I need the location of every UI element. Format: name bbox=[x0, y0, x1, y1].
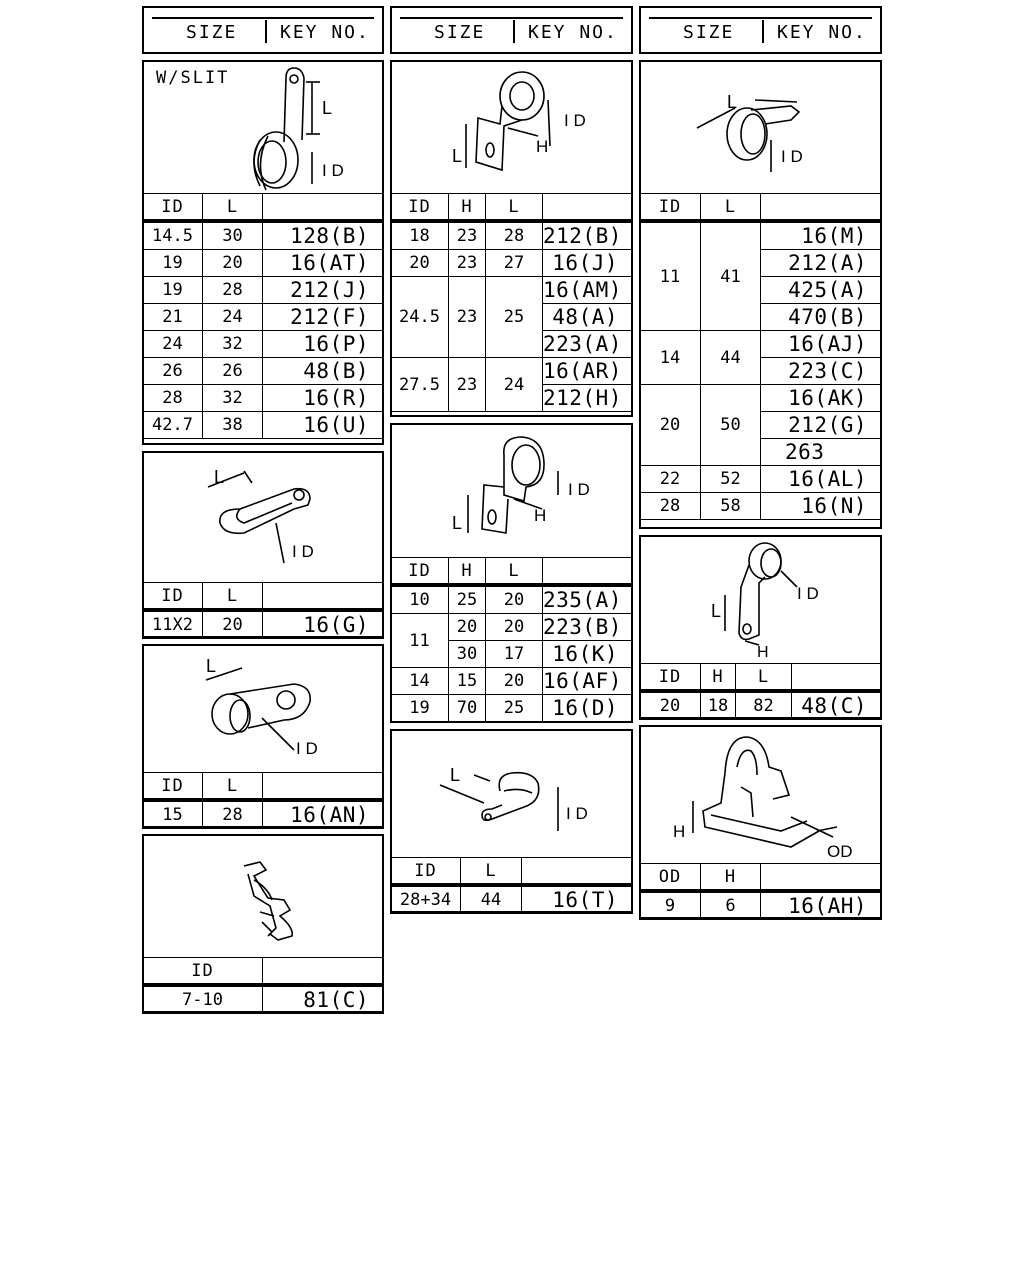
cell-key: 48(C) bbox=[792, 691, 882, 720]
cell-key: 48(B) bbox=[263, 358, 384, 385]
cell-l: 20 bbox=[203, 250, 263, 277]
col-key bbox=[263, 194, 384, 222]
col-l: L bbox=[203, 583, 263, 611]
cell-h: 30 bbox=[449, 641, 486, 668]
clamp-band-diagram bbox=[641, 62, 884, 194]
cell-id: 19 bbox=[143, 277, 203, 304]
dim-L-label: L bbox=[450, 765, 461, 785]
cell-id: 28 bbox=[640, 493, 701, 520]
col-id: ID bbox=[143, 194, 203, 222]
table-row bbox=[391, 668, 633, 695]
col-key bbox=[263, 958, 384, 986]
cell-id: 10 bbox=[391, 585, 449, 614]
clamp-block-long-arm bbox=[639, 535, 882, 719]
cell-l: 20 bbox=[203, 610, 263, 639]
table-row bbox=[640, 493, 882, 520]
cell-key: 16(D) bbox=[543, 695, 633, 722]
cell-key: 16(AT) bbox=[263, 250, 384, 277]
clamp-block-flat bbox=[142, 451, 384, 638]
col-l: L bbox=[203, 194, 263, 222]
size-keyno-header-3 bbox=[639, 6, 882, 54]
cell-l: 25 bbox=[486, 695, 543, 722]
cell-l: 28 bbox=[203, 277, 263, 304]
col-key bbox=[761, 864, 882, 892]
dim-L-label: L bbox=[452, 146, 463, 166]
table-row bbox=[391, 221, 633, 250]
cell-id: 26 bbox=[143, 358, 203, 385]
col-key bbox=[792, 664, 882, 692]
cell-key: 16(R) bbox=[263, 385, 384, 412]
cell-id: 28+34 bbox=[391, 885, 461, 914]
clamp-wslit-diagram bbox=[144, 62, 386, 194]
table-row bbox=[391, 614, 633, 641]
col-l: L bbox=[486, 558, 543, 586]
cell-key: 16(J) bbox=[543, 250, 633, 277]
cell-key: 223(C) bbox=[761, 358, 882, 385]
col-h: H bbox=[701, 864, 761, 892]
cell-key: 16(K) bbox=[543, 641, 633, 668]
cell-key: 16(AR) bbox=[543, 358, 633, 385]
dim-L-label: L bbox=[452, 513, 463, 533]
col-l: L bbox=[203, 773, 263, 801]
dim-ID-label: I D bbox=[564, 111, 586, 130]
cell-id: 11 bbox=[391, 614, 449, 668]
table-row bbox=[143, 358, 384, 385]
cell-id: 19 bbox=[143, 250, 203, 277]
cell-l: 32 bbox=[203, 331, 263, 358]
cell-id: 11X2 bbox=[143, 610, 203, 639]
cell-key: 212(F) bbox=[263, 304, 384, 331]
dim-L-label: L bbox=[322, 98, 333, 118]
cell-id: 14 bbox=[391, 668, 449, 695]
dim-H-label: H bbox=[536, 137, 549, 156]
cell-id: 20 bbox=[640, 691, 701, 720]
cell-key: 212(G) bbox=[761, 412, 882, 439]
wslit-label: W/SLIT bbox=[156, 68, 230, 88]
table-row bbox=[143, 304, 384, 331]
clamp-long-arm-diagram bbox=[641, 537, 884, 665]
col-key bbox=[543, 558, 633, 586]
table-row bbox=[143, 385, 384, 412]
dim-ID-label: I D bbox=[797, 584, 819, 603]
cell-key: 16(T) bbox=[522, 885, 633, 914]
cell-l: 20 bbox=[486, 668, 543, 695]
cell-id: 20 bbox=[640, 385, 701, 466]
cell-l: 32 bbox=[203, 385, 263, 412]
dim-H-label: H bbox=[673, 822, 686, 841]
cell-h: 25 bbox=[449, 585, 486, 614]
cell-l: 27 bbox=[486, 250, 543, 277]
cell-id: 24 bbox=[143, 331, 203, 358]
cell-h: 23 bbox=[449, 277, 486, 358]
cell-l: 25 bbox=[486, 277, 543, 358]
cell-l: 26 bbox=[203, 358, 263, 385]
cell-l: 28 bbox=[486, 221, 543, 250]
clamp-block-clip bbox=[142, 834, 384, 1013]
table-row bbox=[391, 277, 633, 304]
cell-key: 470(B) bbox=[761, 304, 882, 331]
cell-id: 20 bbox=[391, 250, 449, 277]
col-l: L bbox=[486, 194, 543, 222]
dim-L-label: L bbox=[214, 467, 225, 487]
cell-h: 18 bbox=[701, 691, 736, 720]
cell-h: 20 bbox=[449, 614, 486, 641]
cell-id: 14 bbox=[640, 331, 701, 385]
table-row bbox=[143, 610, 384, 639]
cell-l: 52 bbox=[701, 466, 761, 493]
dim-ID-label: I D bbox=[781, 147, 803, 166]
col-od: OD bbox=[640, 864, 701, 892]
cell-key: 263 bbox=[761, 439, 882, 466]
cell-key: 16(U) bbox=[263, 412, 384, 439]
cell-key: 16(AL) bbox=[761, 466, 882, 493]
dim-ID-label: I D bbox=[292, 542, 314, 561]
table-row bbox=[640, 221, 882, 250]
cell-l: 30 bbox=[203, 221, 263, 250]
clamp-block-offset-2 bbox=[390, 423, 633, 723]
cell-l: 24 bbox=[486, 358, 543, 412]
cell-key: 212(H) bbox=[543, 385, 633, 412]
cell-l: 28 bbox=[203, 800, 263, 829]
header-keyno-label: KEY NO. bbox=[528, 22, 618, 43]
clamp-block-offset bbox=[390, 60, 633, 417]
col-l: L bbox=[736, 664, 792, 692]
col-id: ID bbox=[143, 773, 203, 801]
clamp-block-double bbox=[390, 729, 633, 913]
cell-id: 27.5 bbox=[391, 358, 449, 412]
dim-OD-label: OD bbox=[827, 842, 853, 861]
cell-id: 42.7 bbox=[143, 412, 203, 439]
cell-key: 16(AM) bbox=[543, 277, 633, 304]
col-key bbox=[263, 773, 384, 801]
cell-key: 16(AN) bbox=[263, 800, 384, 829]
table-row bbox=[143, 331, 384, 358]
table-row bbox=[143, 221, 384, 250]
cell-key: 223(A) bbox=[543, 331, 633, 358]
header-size-label: SIZE bbox=[186, 22, 238, 43]
dim-ID-label: I D bbox=[568, 480, 590, 499]
table-row bbox=[640, 331, 882, 358]
col-id: ID bbox=[143, 583, 203, 611]
header-size-label: SIZE bbox=[683, 22, 735, 43]
cell-key: 212(J) bbox=[263, 277, 384, 304]
size-keyno-header-1 bbox=[142, 6, 384, 54]
cell-l: 58 bbox=[701, 493, 761, 520]
cell-key: 16(G) bbox=[263, 610, 384, 639]
clip-diagram bbox=[144, 836, 386, 958]
cell-id: 21 bbox=[143, 304, 203, 331]
col-id: ID bbox=[640, 664, 701, 692]
table-row bbox=[143, 250, 384, 277]
dim-L-label: L bbox=[711, 601, 722, 621]
clamp-block-wslit bbox=[142, 60, 384, 445]
cell-id: 11 bbox=[640, 221, 701, 331]
cell-key: 16(AF) bbox=[543, 668, 633, 695]
table-row bbox=[640, 891, 882, 920]
col-id: ID bbox=[391, 194, 449, 222]
cell-id: 19 bbox=[391, 695, 449, 722]
dim-ID-label: I D bbox=[296, 739, 318, 758]
size-keyno-header-2 bbox=[390, 6, 633, 54]
table-row bbox=[640, 691, 882, 720]
col-key bbox=[761, 194, 882, 222]
cell-key: 16(M) bbox=[761, 221, 882, 250]
dim-ID-label: I D bbox=[566, 804, 588, 823]
dim-ID-label: I D bbox=[322, 161, 344, 180]
cell-key: 16(N) bbox=[761, 493, 882, 520]
col-h: H bbox=[449, 558, 486, 586]
col-l: L bbox=[701, 194, 761, 222]
col-id: ID bbox=[391, 858, 461, 886]
cell-l: 20 bbox=[486, 614, 543, 641]
table-row bbox=[391, 885, 633, 914]
clamp-double-diagram bbox=[392, 731, 635, 859]
cell-h: 70 bbox=[449, 695, 486, 722]
cell-key: 16(AK) bbox=[761, 385, 882, 412]
cell-id: 22 bbox=[640, 466, 701, 493]
cell-h: 6 bbox=[701, 891, 761, 920]
cell-id: 24.5 bbox=[391, 277, 449, 358]
cell-h: 15 bbox=[449, 668, 486, 695]
clamp-block-cushion bbox=[142, 644, 384, 828]
cell-l: 50 bbox=[701, 385, 761, 466]
table-row bbox=[143, 985, 384, 1014]
cell-id: 14.5 bbox=[143, 221, 203, 250]
table-row bbox=[143, 277, 384, 304]
header-keyno-label: KEY NO. bbox=[280, 22, 370, 43]
cell-l: 44 bbox=[701, 331, 761, 385]
cell-id: 18 bbox=[391, 221, 449, 250]
clip-od-diagram bbox=[641, 727, 884, 863]
clamp-block-od-clip bbox=[639, 725, 882, 919]
table-row bbox=[143, 412, 384, 439]
col-id: ID bbox=[391, 558, 449, 586]
cell-key: 212(B) bbox=[543, 221, 633, 250]
cell-key: 223(B) bbox=[543, 614, 633, 641]
cell-h: 23 bbox=[449, 358, 486, 412]
col-key bbox=[263, 583, 384, 611]
clamp-offset-2-diagram bbox=[392, 425, 635, 557]
cell-key: 16(AH) bbox=[761, 891, 882, 920]
cell-l: 24 bbox=[203, 304, 263, 331]
dim-H-label: H bbox=[757, 644, 769, 661]
cell-id: 28 bbox=[143, 385, 203, 412]
dim-L-label: L bbox=[206, 656, 217, 676]
cell-id: 7-10 bbox=[143, 985, 263, 1014]
cell-h: 23 bbox=[449, 221, 486, 250]
clamp-flat-diagram bbox=[144, 453, 386, 585]
col-key bbox=[522, 858, 633, 886]
table-row bbox=[640, 466, 882, 493]
table-row bbox=[391, 250, 633, 277]
table-row bbox=[391, 585, 633, 614]
cell-key: 425(A) bbox=[761, 277, 882, 304]
clamp-cushion-diagram bbox=[144, 646, 386, 774]
col-id: ID bbox=[640, 194, 701, 222]
cell-key: 48(A) bbox=[543, 304, 633, 331]
cell-l: 41 bbox=[701, 221, 761, 331]
cell-l: 82 bbox=[736, 691, 792, 720]
cell-h: 23 bbox=[449, 250, 486, 277]
header-size-label: SIZE bbox=[434, 22, 486, 43]
cell-key: 212(A) bbox=[761, 250, 882, 277]
cell-od: 9 bbox=[640, 891, 701, 920]
cell-l: 20 bbox=[486, 585, 543, 614]
col-key bbox=[543, 194, 633, 222]
cell-key: 128(B) bbox=[263, 221, 384, 250]
cell-key: 16(AJ) bbox=[761, 331, 882, 358]
table-row bbox=[640, 385, 882, 412]
cell-l: 44 bbox=[461, 885, 522, 914]
table-row bbox=[391, 358, 633, 385]
dim-L-label: L bbox=[727, 92, 738, 112]
table-row bbox=[143, 800, 384, 829]
header-keyno-label: KEY NO. bbox=[777, 22, 867, 43]
clamp-block-band bbox=[639, 60, 882, 529]
cell-key: 16(P) bbox=[263, 331, 384, 358]
col-l: L bbox=[461, 858, 522, 886]
dim-H-label: H bbox=[534, 506, 547, 525]
table-row bbox=[391, 695, 633, 722]
cell-l: 38 bbox=[203, 412, 263, 439]
col-h: H bbox=[701, 664, 736, 692]
col-id: ID bbox=[143, 958, 263, 986]
col-h: H bbox=[449, 194, 486, 222]
cell-key: 235(A) bbox=[543, 585, 633, 614]
cell-id: 15 bbox=[143, 800, 203, 829]
cell-key: 81(C) bbox=[263, 985, 384, 1014]
cell-l: 17 bbox=[486, 641, 543, 668]
clamp-offset-diagram bbox=[392, 62, 635, 194]
